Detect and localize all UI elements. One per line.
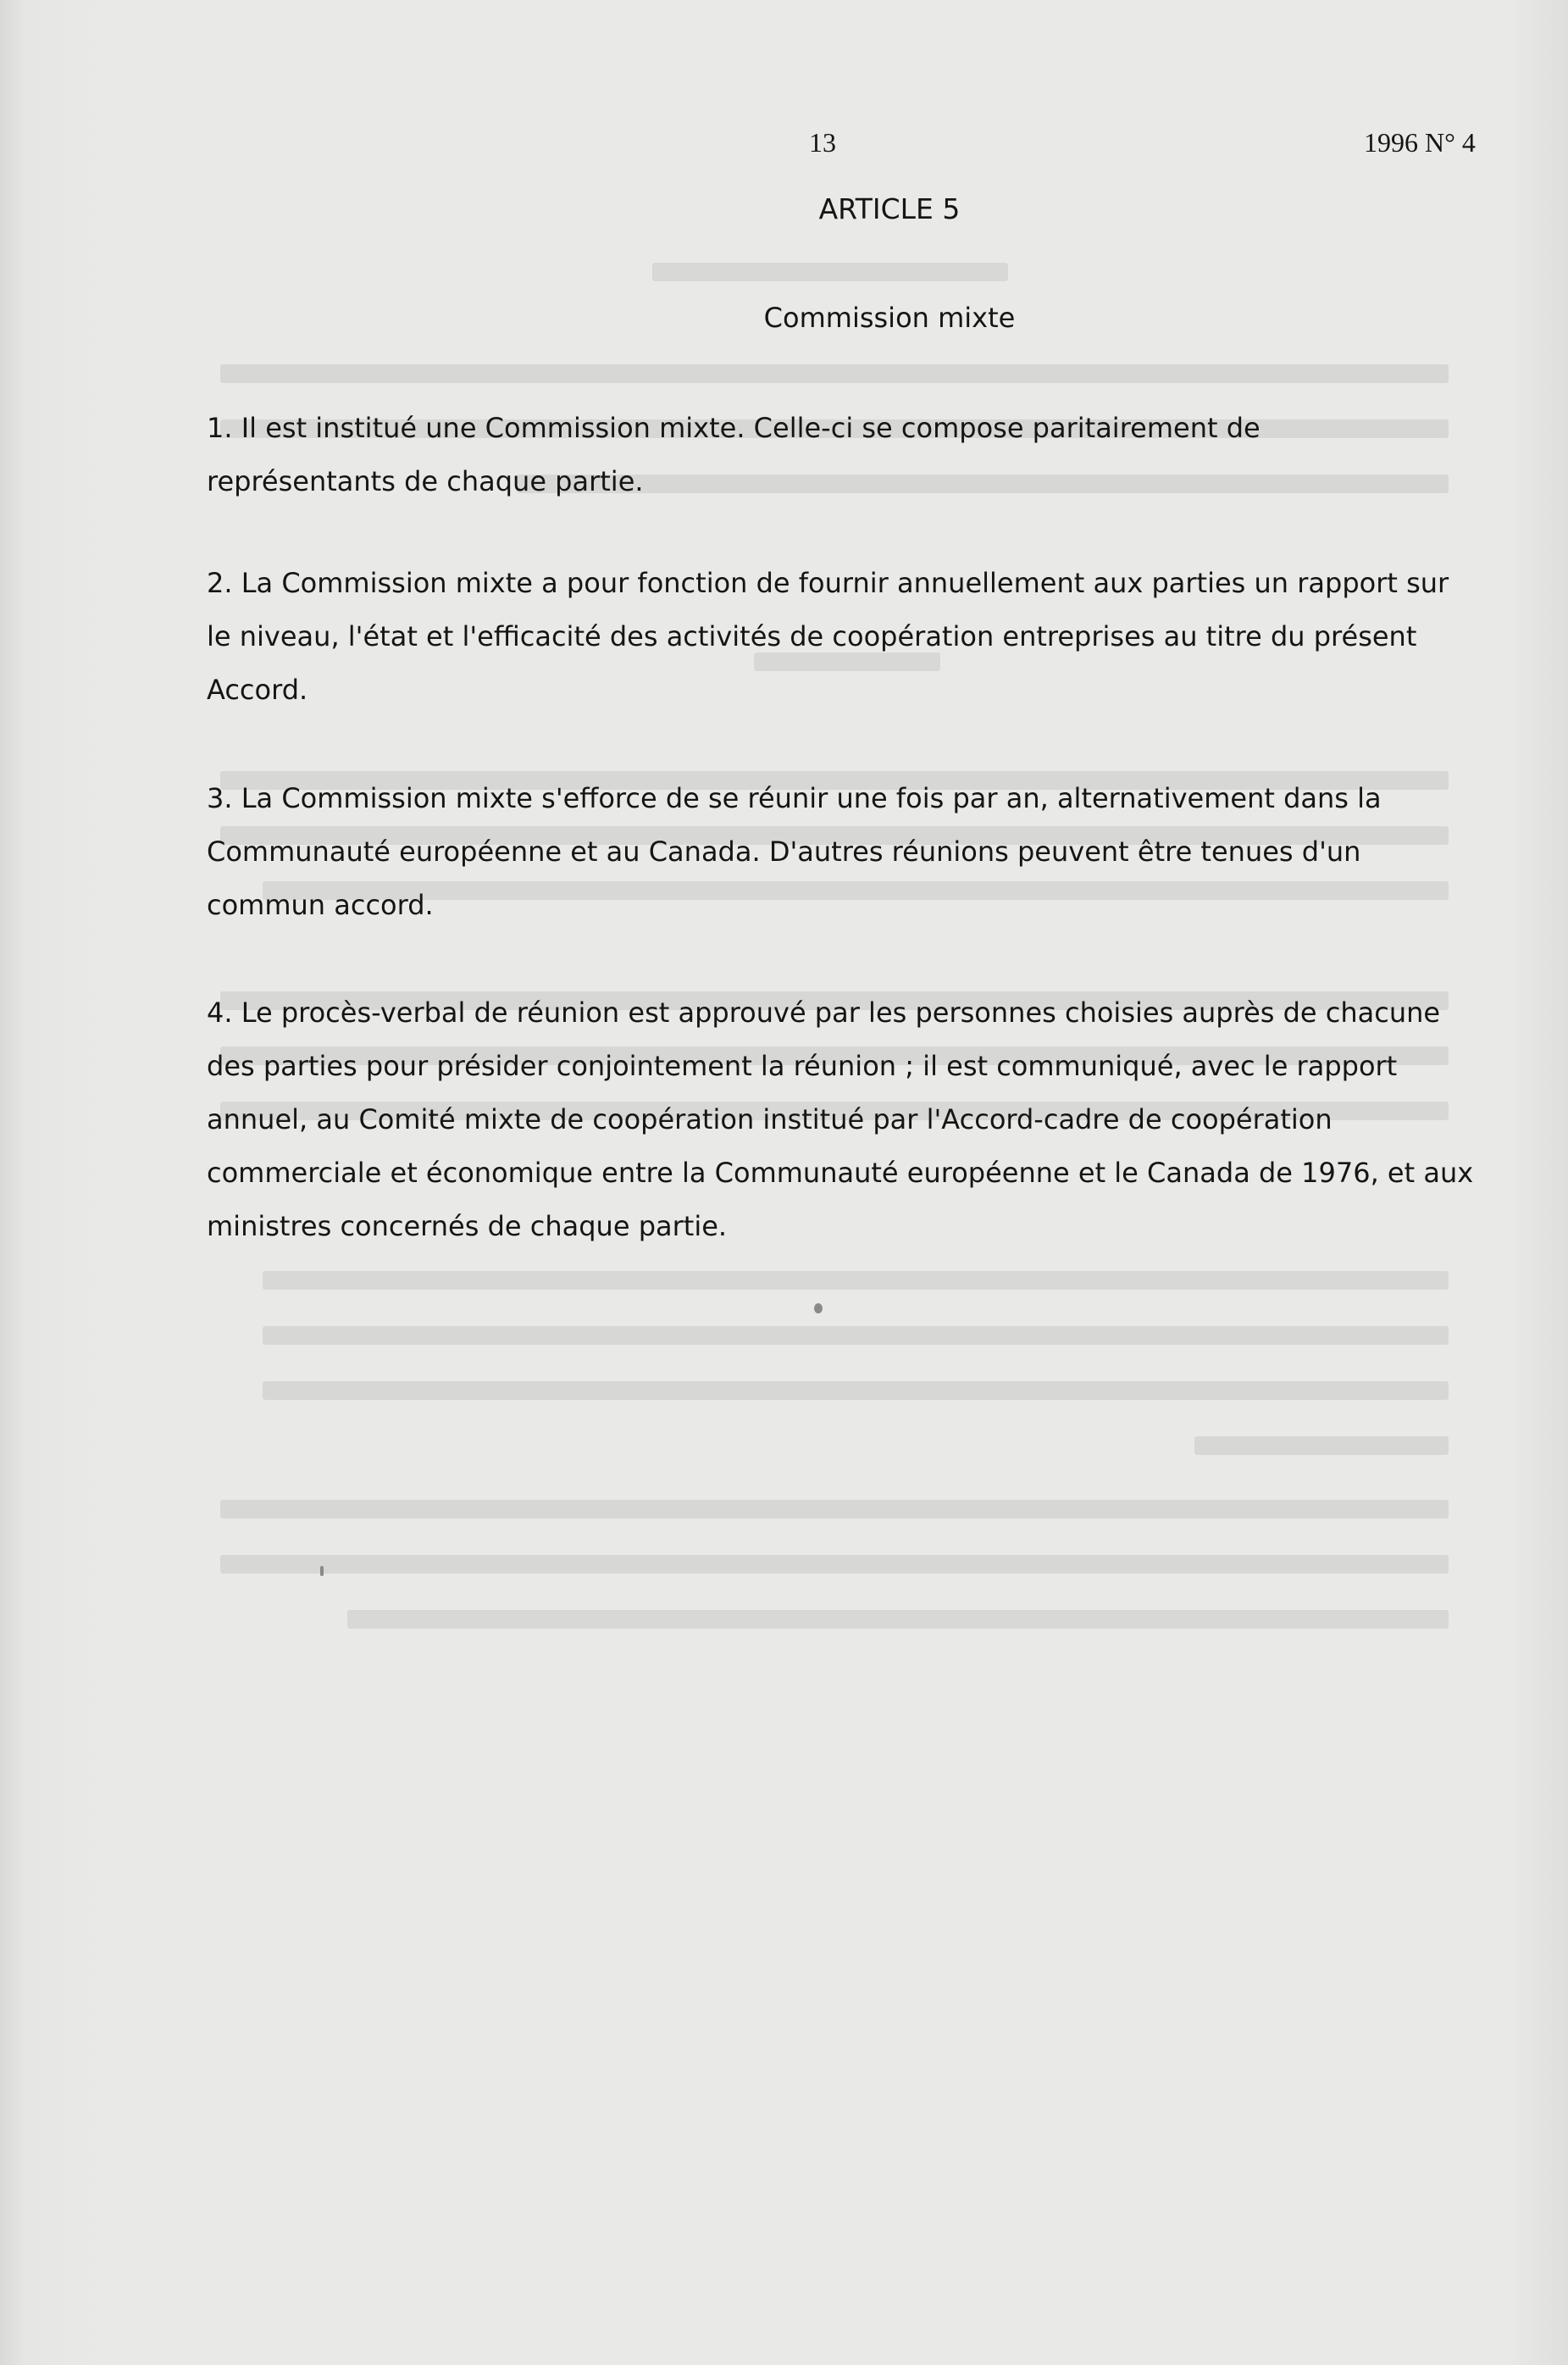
document-reference: 1996 N° 4 [1364,127,1476,158]
paragraph-2: 2. La Commission mixte a pour fonction de fournir annuellement aux parties un rapport sur le niveau, l'état et l'efficacité des activités de coopération entreprises au titre du présent Accord. [207,567,1449,706]
page-number: 13 [809,127,836,158]
article-title: ARTICLE 5 [818,192,961,225]
paragraph-4: 4. Le procès-verbal de réunion est approuvé par les personnes choisies auprès de chacune des parties pour présider conjointement la réunion ; il est communiqué, avec le rapport annuel, au Comité mixte de coopération institué par l'Accord-cadre de coopération commerciale et économique entre la Communauté européenne et le Canada de 1976, et aux ministres concernés de chaque partie. [207,997,1474,1242]
paragraph-1: 1. Il est institué une Commission mixte. Celle-ci se compose paritairement de représentants de chaque partie. [207,412,1260,497]
article-subtitle: Commission mixte [763,302,1016,334]
page-header [0,127,1568,161]
paragraph-3: 3. La Commission mixte s'efforce de se réunir une fois par an, alternativement dans la Communauté européenne et au Canada. D'autres réunions peuvent être tenues d'un commun accord. [207,782,1382,921]
paper-speck [320,1566,324,1576]
paper-speck [814,1303,823,1313]
